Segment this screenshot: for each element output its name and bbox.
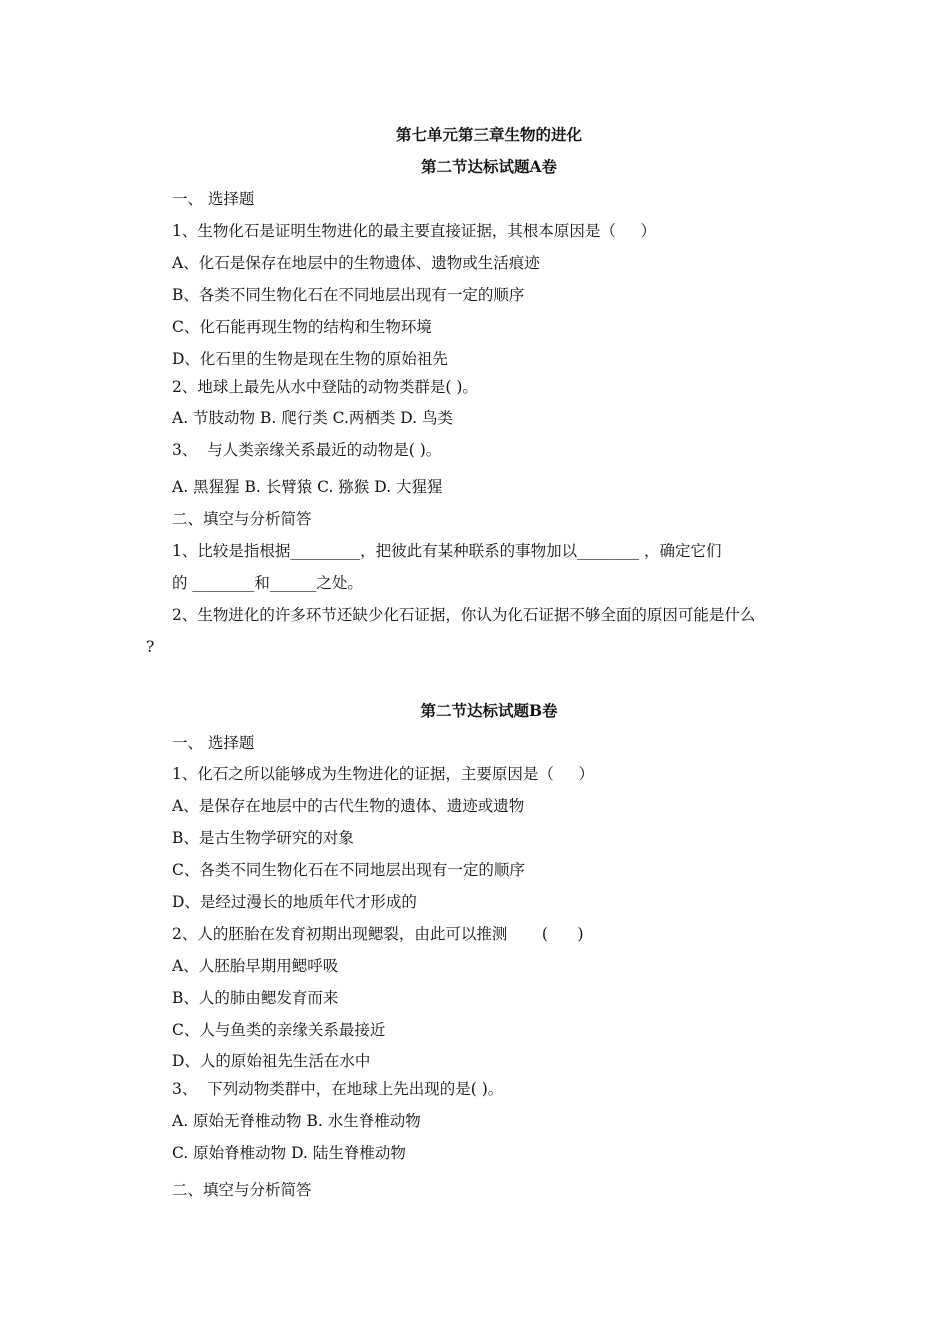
b-q3-options-1: A. 原始无脊椎动物 B. 水生脊椎动物 xyxy=(172,1112,421,1130)
a-q2-options: A. 节肢动物 B. 爬行类 C.两栖类 D. 鸟类 xyxy=(172,409,454,427)
section-b-subtitle: 第二节达标试题B卷 xyxy=(420,701,558,720)
a-q1-option-a: A、化石是保存在地层中的生物遗体、遗物或生活痕迹 xyxy=(172,254,540,272)
section-a-subtitle: 第二节达标试题A卷 xyxy=(420,157,558,176)
b-section2-heading: 二、填空与分析简答 xyxy=(172,1181,312,1199)
a-section1-heading: 一、 选择题 xyxy=(172,190,255,208)
a-question-3: 3、 与人类亲缘关系最近的动物是( )。 xyxy=(172,441,442,459)
b-q1-option-a: A、是保存在地层中的古代生物的遗体、遗迹或遗物 xyxy=(172,797,525,815)
a-fill-1-line1: 1、比较是指根据_________，把彼此有某种联系的事物加以________ ，确定它们 xyxy=(172,542,722,560)
page-title: 第七单元第三章生物的进化 xyxy=(395,125,582,144)
b-q1-option-b: B、是古生物学研究的对象 xyxy=(172,829,354,847)
a-q3-options: A. 黑猩猩 B. 长臂猿 C. 猕猴 D. 大猩猩 xyxy=(172,478,443,496)
a-q1-option-c: C、化石能再现生物的结构和生物环境 xyxy=(172,318,432,336)
b-q1-option-c: C、各类不同生物化石在不同地层出现有一定的顺序 xyxy=(172,861,525,879)
b-q2-option-b: B、人的肺由鳃发育而来 xyxy=(172,989,339,1007)
a-fill-1-line2: 的 ________和______之处。 xyxy=(172,574,363,592)
a-fill-2-question-mark: ? xyxy=(146,638,155,656)
b-question-2: 2、人的胚胎在发育初期出现鳃裂，由此可以推测 ( ) xyxy=(172,925,584,943)
b-question-1: 1、化石之所以能够成为生物进化的证据，主要原因是（ ） xyxy=(172,765,594,783)
b-q2-option-d: D、人的原始祖先生活在水中 xyxy=(172,1052,371,1070)
a-section2-heading: 二、填空与分析简答 xyxy=(172,510,312,528)
a-q1-option-d: D、化石里的生物是现在生物的原始祖先 xyxy=(172,350,448,368)
b-q2-option-c: C、人与鱼类的亲缘关系最接近 xyxy=(172,1021,386,1039)
a-question-1: 1、生物化石是证明生物进化的最主要直接证据，其根本原因是（ ） xyxy=(172,222,656,240)
b-question-3: 3、 下列动物类群中，在地球上先出现的是( )。 xyxy=(172,1080,504,1098)
b-q2-option-a: A、人胚胎早期用鳃呼吸 xyxy=(172,957,339,975)
a-question-2: 2、地球上最先从水中登陆的动物类群是( )。 xyxy=(172,378,478,396)
a-fill-2: 2、生物进化的许多环节还缺少化石证据，你认为化石证据不够全面的原因可能是什么 xyxy=(172,606,756,624)
b-q3-options-2: C. 原始脊椎动物 D. 陆生脊椎动物 xyxy=(172,1144,406,1162)
b-section1-heading: 一、 选择题 xyxy=(172,734,255,752)
b-q1-option-d: D、是经过漫长的地质年代才形成的 xyxy=(172,893,417,911)
a-q1-option-b: B、各类不同生物化石在不同地层出现有一定的顺序 xyxy=(172,286,525,304)
